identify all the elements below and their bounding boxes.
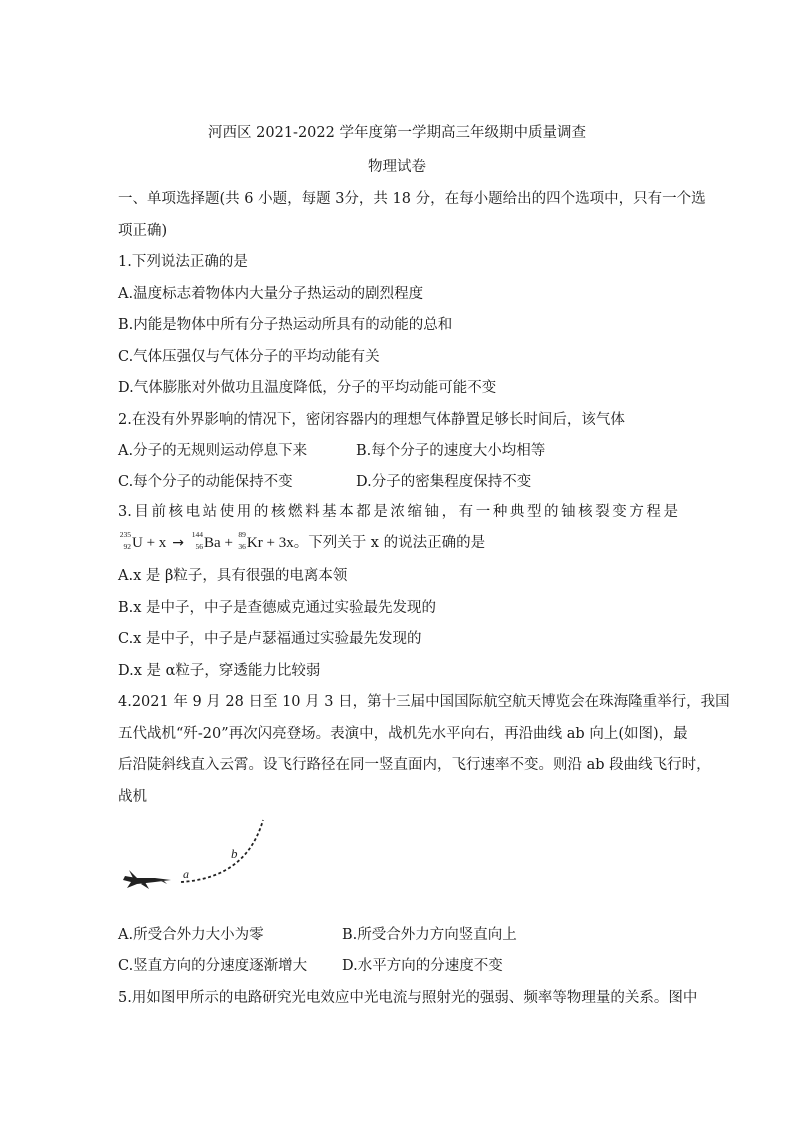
q2-stem: 2.在没有外界影响的情况下，密闭容器内的理想气体静置足够长时间后，该气体	[118, 412, 625, 428]
section-heading-line2: 项正确)	[118, 223, 168, 239]
exam-title: 河西区 2021-2022 学年度第一学期高三年级期中质量调查	[208, 125, 586, 141]
barium-nuclide: 144 56 Ba +	[191, 530, 233, 551]
q4-flight-path-figure	[115, 818, 275, 890]
q2-option-d: D.分子的密集程度保持不变	[356, 474, 532, 490]
q4-option-a: A.所受合外力大小为零	[118, 927, 264, 943]
q4-stem-line2: 五代战机“歼-20”再次闪亮登场。表演中，战机先水平向右，再沿曲线 ab 向上(如图)，最	[118, 726, 688, 742]
q1-option-d: D.气体膨胀对外做功且温度降低，分子的平均动能可能不变	[118, 380, 497, 396]
q3-option-c: C.x 是中子，中子是卢瑟福通过实验最先发现的	[118, 631, 422, 647]
q2-option-b: B.每个分子的速度大小均相等	[356, 443, 546, 459]
q4-stem-line1: 4.2021 年 9 月 28 日至 10 月 3 日，第十三届中国国际航空航天博览会在珠海隆重举行，我国	[118, 694, 730, 710]
q3-option-a: A.x 是 β粒子，具有很强的电离本领	[118, 568, 348, 584]
q1-option-b: B.内能是物体中所有分子热运动所具有的动能的总和	[118, 317, 453, 333]
q2-option-a: A.分子的无规则运动停息下来	[118, 443, 308, 459]
q3-option-d: D.x 是 α粒子，穿透能力比较弱	[118, 663, 321, 679]
flight-path-curve	[181, 820, 263, 882]
reaction-arrow: →	[172, 535, 185, 551]
point-a-label: a	[183, 867, 189, 881]
fighter-jet-icon	[123, 870, 171, 889]
point-b-label: b	[231, 846, 238, 861]
q4-stem-line3: 后沿陡斜线直入云霄。设飞行路径在同一竖直面内，飞行速率不变。则沿 ab 段曲线飞行时，	[118, 757, 711, 773]
q3-stem-line1: 3.目前核电站使用的核燃料基本都是浓缩铀，有一种典型的铀核裂变方程是	[118, 504, 678, 520]
q4-option-b: B.所受合外力方向竖直向上	[342, 927, 517, 943]
uranium-nuclide: 235 92 U + x	[119, 530, 167, 551]
q3-stem-tail: 。下列关于 x 的说法正确的是	[293, 535, 486, 551]
q4-option-c: C.竖直方向的分速度逐渐增大	[118, 958, 308, 974]
q2-option-c: C.每个分子的动能保持不变	[118, 474, 293, 490]
q1-option-a: A.温度标志着物体内大量分子热运动的剧烈程度	[118, 286, 424, 302]
exam-subtitle: 物理试卷	[368, 159, 426, 175]
q5-stem-line1: 5.用如图甲所示的电路研究光电效应中光电流与照射光的强弱、频率等物理量的关系。图中	[118, 990, 698, 1006]
q1-option-c: C.气体压强仅与气体分子的平均动能有关	[118, 349, 380, 365]
q4-stem-line4: 战机	[118, 789, 147, 805]
krypton-nuclide: 89 36 Kr + 3x	[238, 530, 294, 551]
q3-option-b: B.x 是中子，中子是查德威克通过实验最先发现的	[118, 600, 437, 616]
q3-fission-equation	[118, 530, 486, 553]
section-heading-line1: 一、单项选择题(共 6 小题，每题 3分，共 18 分，在每小题给出的四个选项中，只有一个选	[118, 191, 706, 207]
q1-stem: 1.下列说法正确的是	[118, 254, 248, 270]
q4-option-d: D.水平方向的分速度不变	[342, 958, 503, 974]
